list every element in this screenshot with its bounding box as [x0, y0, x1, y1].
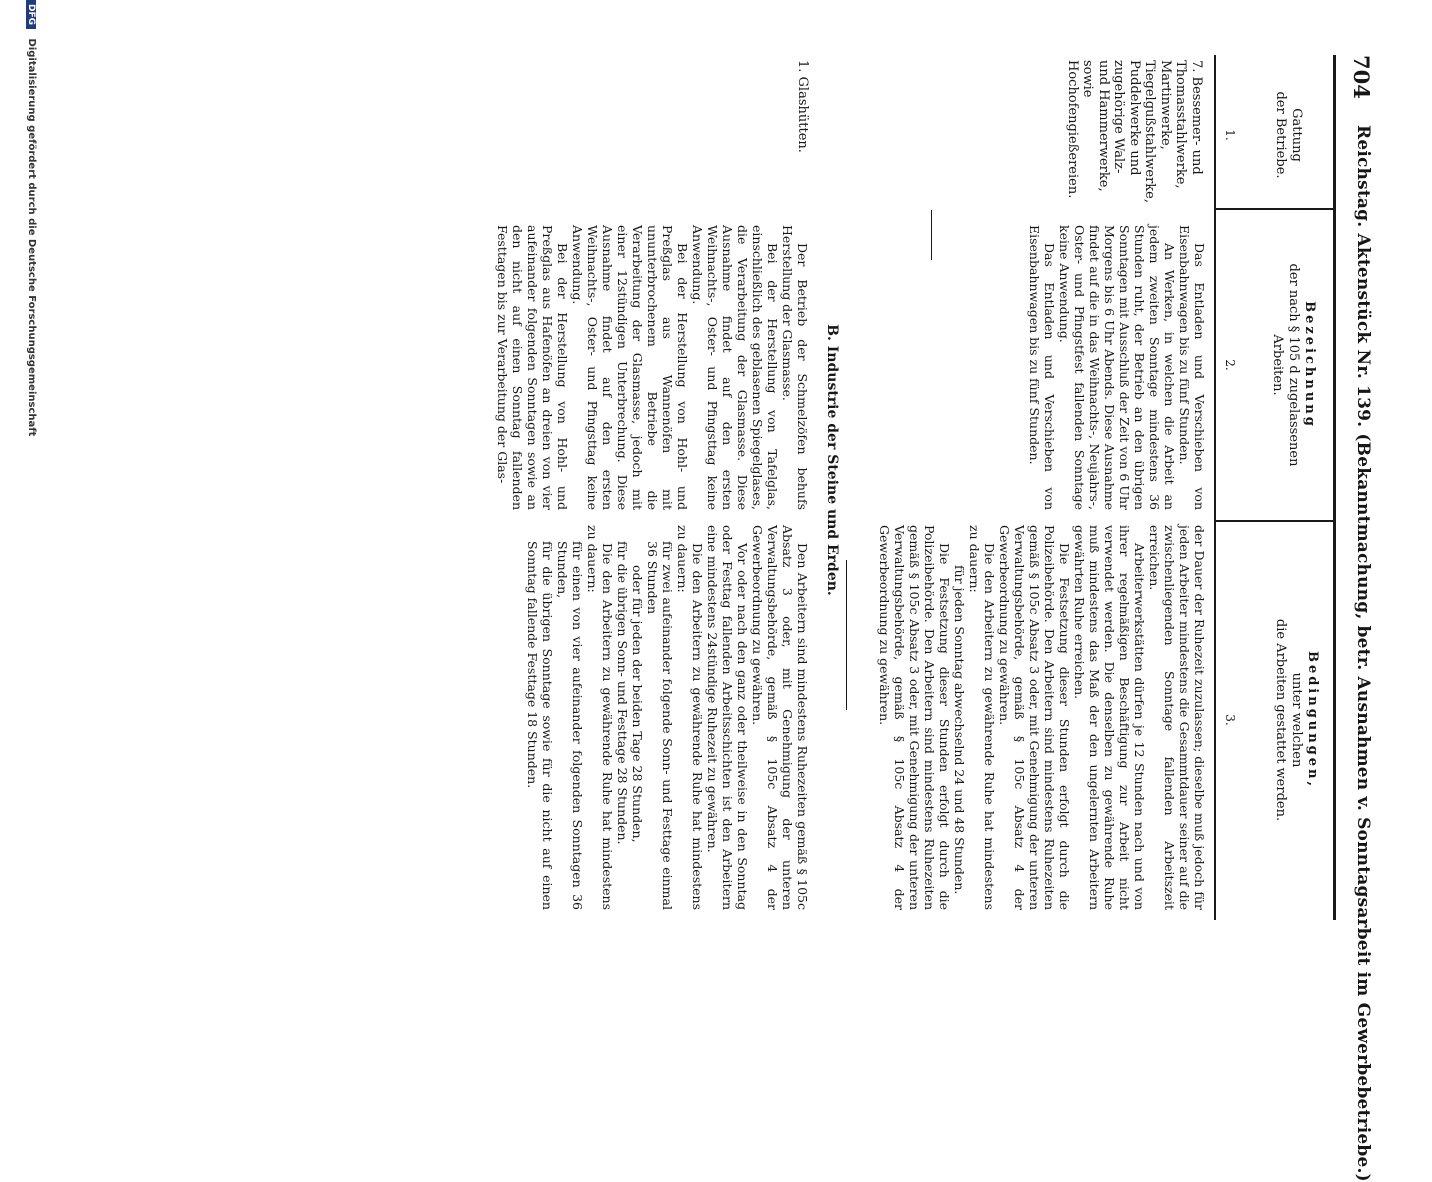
column-head-work-line1: Bezeichnung — [1302, 301, 1317, 429]
column-head-trade-line1: Gattung — [1289, 108, 1304, 162]
row-divider-short — [931, 210, 932, 260]
trade-cell-glassworks: 1. Glashütten. — [795, 60, 810, 153]
column-number-2: 2. — [1223, 359, 1237, 371]
conditions-paragraph: Die Festsetzung dieser Stunden erfolgt durch die Polizeibehörde. Den Arbeitern sind mindestens Ruhezeiten gemäß § 105c Absatz 3 oder, mit Genehmigung der unteren Verwaltungsbehörde, gemäß § 105c Absatz 4 der Gewerbeordnung zu gewähren. — [997, 525, 1072, 910]
conditions-paragraph: Arbeiterwerkstätten dürfen je 12 Stunden nach und von ihrer regelmäßigen Beschäftigung zur Arbeit nicht verwendet werden. Die denselben zu gewährende Ruhe muß mindestens das Maß der den ungelernten Arbeitern gewährten Ruhe erreichen. — [1072, 525, 1147, 910]
conditions-paragraph: Die den Arbeitern zu gewährende Ruhe hat mindestens zu dauern: — [585, 525, 615, 910]
work-paragraph: Das Entladen und Verschieben von Eisenbahnwagen bis zu fünf Stunden. — [1027, 225, 1057, 510]
conditions-paragraph: für zwei aufeinander folgende Sonn- und Festtage einmal 36 Stunden — [645, 541, 675, 910]
column-head-work-line3: Arbeiten. — [1270, 334, 1285, 396]
column-head-trade — [1272, 70, 1304, 200]
work-paragraph: An Werken, in welchen die Arbeit an jedem zweiten Sonntage mindestens 36 Stunden ruht, der Betrieb an den übrigen Sonntagen mit Ausschluß der Zeit von 6 Uhr Morgens bis 6 Uhr Abends. Diese Ausnahme findet auf die in das Weihnachts-, Neujahrs-, Oster- und Pfingstfest fallenden Sonntage keine Anwendung. — [1057, 225, 1177, 510]
work-paragraph: Bei der Herstellung von Hohl- und Preßglas aus Wannenöfen mit ununterbrochenem Betriebe die Verarbeitung der Glasmasse, jedoch mit einer 12stündigen Unterbrechung. Diese Ausnahme findet auf den ersten Weihnachts-, Oster- und Pfingsttag keine Anwendung. — [570, 225, 690, 510]
column-head-conditions-line2: unter welchen — [1289, 672, 1304, 768]
column-head-work-line2: der nach § 105 d zugelassenen — [1286, 263, 1301, 467]
header-title: Reichstag. Aktenstück Nr. 139. (Bekanntmachung, betr. Ausnahmen v. Sonntagsarbeit im Gewerbebetriebe.) — [1353, 125, 1373, 1182]
trade-cell-steelworks: 7. Bessemer- und Thomasstahlwerke, Martinwerke, Tiegelgußstahlwerke, Puddelwerke und zugehörige Walz- und Hammerwerke, sowie Hochofengießereien. — [1065, 60, 1204, 203]
work-cell-steelworks — [1027, 225, 1207, 510]
conditions-paragraph: der Dauer der Ruhezeit zuzulassen; dieselbe muß jedoch für jeden Arbeiter mindestens die Gesammtdauer seiner auf die zwischenliegenden Sonntage fallenden Arbeitszeit erreichen. — [1147, 525, 1207, 910]
work-cell-glassworks — [495, 225, 810, 510]
work-paragraph: Das Entladen und Verschieben von Eisenbahnwagen bis zu fünf Stunden. — [1177, 225, 1207, 510]
column-head-work — [1269, 220, 1317, 510]
conditions-paragraph: für einen von vier aufeinander folgenden Sonntagen 36 Stunden, — [555, 541, 585, 910]
conditions-paragraph: Den Arbeitern sind mindestens Ruhezeiten gemäß § 105c Absatz 3 oder, mit Genehmigung der unteren Verwaltungsbehörde, gemäß § 105c Absatz 4 der Gewerbeordnung zu gewähren. — [750, 525, 810, 910]
conditions-paragraph: oder für jeden der beiden Tage 28 Stunden, — [630, 565, 645, 843]
work-paragraph: Bei der Herstellung von Hohl- und Preßglas aus Hafenöfen an dreien von vier aufeinander folgenden Sonntagen sowie an den nicht auf einen Sonntag fallenden Festtagen bis zur Verarbeitung der Glas- — [495, 225, 570, 510]
conditions-cell-glassworks — [525, 525, 810, 910]
column-divider-1 — [1214, 208, 1336, 210]
column-head-bottom-rule — [1215, 55, 1217, 920]
work-paragraph: Der Betrieb der Schmelzöfen behufs Herstellung der Glasmasse. — [780, 225, 810, 510]
conditions-paragraph: Die den Arbeitern zu gewährende Ruhe hat mindestens zu dauern: — [967, 525, 997, 910]
column-number-1: 1. — [1223, 129, 1237, 141]
dfg-logo: DFG — [26, 0, 36, 29]
section-heading: B. Industrie der Steine und Erden. — [824, 324, 840, 596]
column-head-conditions — [1272, 540, 1320, 900]
work-paragraph: Bei der Herstellung von Tafelglas, einschließlich des geblasenen Spiegelglases, die Verarbeitung der Glasmasse. Diese Ausnahme findet auf den ersten Weihnachts-, Oster- und Pfingsttag keine Anwendung. — [690, 225, 780, 510]
column-number-3: 3. — [1223, 714, 1237, 726]
column-divider-2 — [1214, 520, 1336, 522]
conditions-paragraph: für die übrigen Sonn- und Festtage 28 Stunden. — [615, 541, 630, 845]
conditions-paragraph: für jeden Sonntag abwechselnd 24 und 48 Stunden. — [952, 565, 967, 895]
digitization-credit: Digitalisierung gefördert durch die Deutsche Forschungsgemeinschaft — [26, 38, 37, 437]
conditions-paragraph: für die übrigen Sonntage sowie für die nicht auf einen Sonntag fallende Festtage 18 Stunden. — [525, 541, 555, 910]
running-header — [1336, 55, 1382, 1182]
table-top-rule — [1333, 55, 1336, 920]
column-head-trade-line2: der Betriebe. — [1273, 91, 1288, 179]
page-number: 704 — [1349, 55, 1374, 99]
column-head-conditions-line3: die Arbeiten gestattet werden. — [1273, 618, 1288, 822]
column-head-conditions-line1: Bedingungen, — [1305, 650, 1320, 790]
conditions-paragraph: Vor oder nach den ganz oder theilweise in den Sonntag oder Festtag fallenden Arbeitsschichten ist den Arbeitern eine mindestens 24stündige Ruhezeit zu gewähren. — [705, 525, 750, 910]
conditions-cell-steelworks — [877, 525, 1207, 910]
row-divider-long — [846, 560, 847, 710]
conditions-paragraph: Die Festsetzung dieser Stunden erfolgt durch die Polizeibehörde. Den Arbeitern sind mindestens Ruhezeiten gemäß § 105c Absatz 3 oder, mit Genehmigung der unteren Verwaltungsbehörde, gemäß § 105c Absatz 4 der Gewerbeordnung zu gewähren. — [877, 525, 952, 910]
digitization-footer — [26, 0, 37, 1000]
conditions-paragraph: Die den Arbeitern zu gewährende Ruhe hat mindestens zu dauern: — [675, 525, 705, 910]
